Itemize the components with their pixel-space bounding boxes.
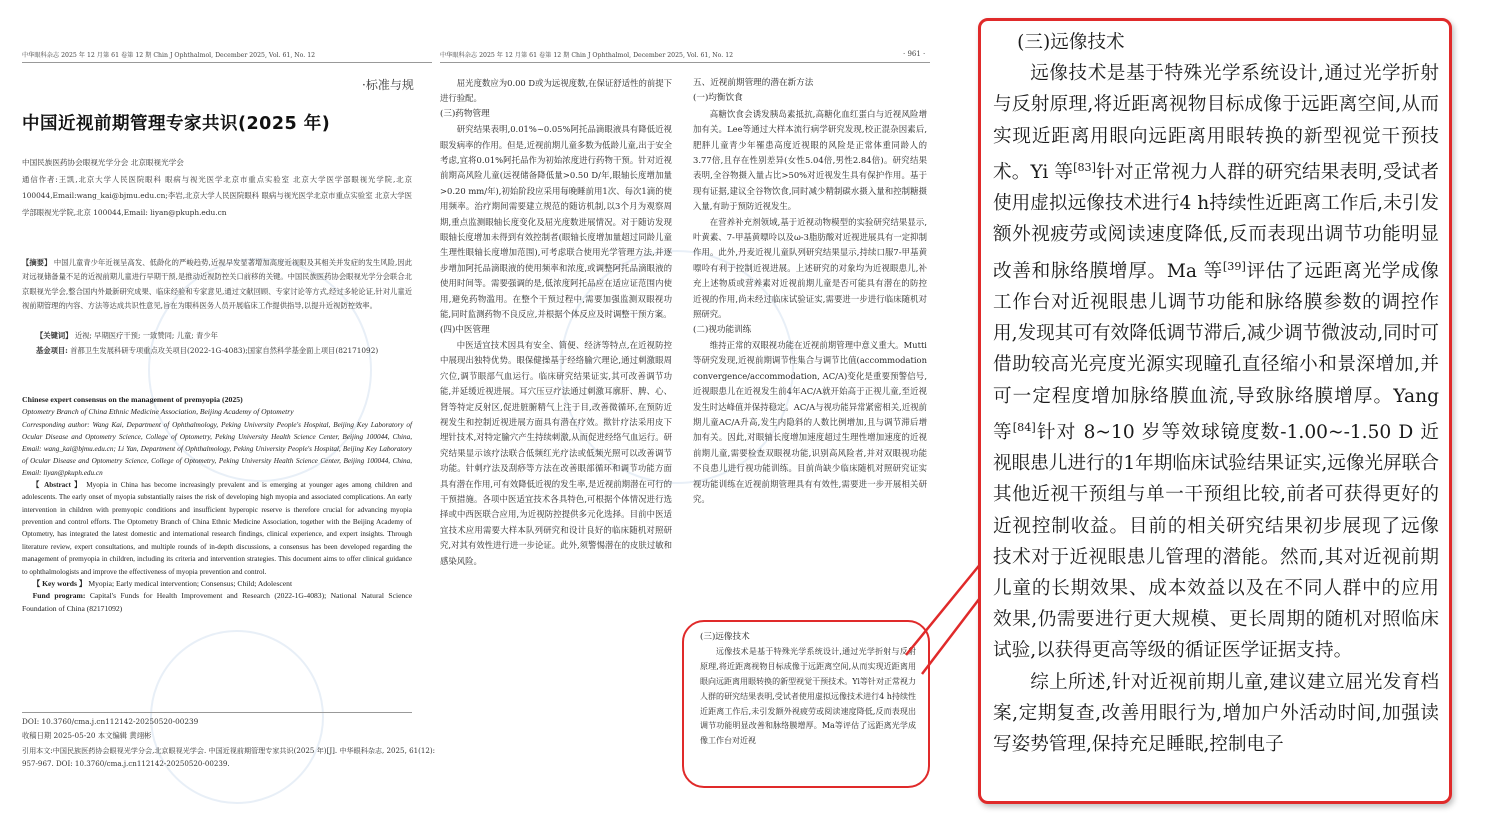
keywords-cn — [36, 330, 412, 343]
citation-ref: [84] — [1012, 420, 1036, 434]
body-paragraph: 在营养补充剂领域,基于近视动物模型的实验研究结果显示,叶黄素、7-甲基黄嘌呤以及ω-3脂肪酸对近视进展具有一定抑制作用。此外,丹麦近视儿童队列研究结果显示,持续口服7-甲基黄嘌呤有利于控制近视进展。上述研究的对象均为近视眼患儿,补充上述物质或营养素对近视前期儿童是否可能具有潜在的防控近视的作用,尚未经过临床试验证实,需要进一步进行临床随机对照研究。 — [693, 216, 927, 320]
header-rule — [22, 62, 432, 63]
abstract-en-text: Myopia in China has become increasingly prevalent and is emerging at younger ages among children and adolescents. The early onset of myopia substantially raises the risk of developing high myopia and associated complications. An early intervention in children with premyopic conditions and insufficient hyperopic reserve is therefore crucial for advancing myopia prevention and control efforts. The Optometry Branch of China Ethnic Medicine Association, together with the Beijing Academy of Optometry, has integrated the latest domestic and international research findings, clinical experience, and expert insights. Through literature review, expert consultations, and multiple rounds of in-depth discussions, a consensus has been developed regarding the management of premyopia in children, including its criteria and intervention strategies. This document aims to offer clinical guidance to ophthalmologists and improve the effectiveness of myopia prevention and control. — [22, 480, 413, 576]
magnified-panel — [978, 18, 1452, 804]
zoom-text: 远像技术是基于特殊光学系统设计,通过光学折射与反射原理,将近距离视物目标成像于远距离空间,从而实现近距离用眼向远距离用眼转换的新型视觉干预技术。Yi 等 — [993, 63, 1439, 183]
footer-rule — [22, 712, 412, 713]
citation-ref: [83] — [1073, 160, 1096, 174]
authors: 中国民族医药协会眼视光学分会 北京眼视光学会 — [22, 158, 184, 167]
doi: DOI: 10.3760/cma.j.cn112142-20250520-00239 — [22, 717, 199, 726]
correspondence: 通信作者:王凯,北京大学人民医院眼科 眼病与视光医学北京市重点实验室 北京大学医学部眼视光学院,北京 100044,Email:wang_kai@bjmu.edu.cn;李岩,北京大学人民医院眼科 眼病与视光医学北京市重点实验室 北京大学医学部眼视光学院,北京 100044,Email: liyan@pkuph.edu.cn — [22, 175, 412, 217]
body-paragraph: 研究结果表明,0.01%~0.05%阿托品滴眼液具有降低近视眼发病率的作用。但是,近视前期儿童多数为低龄儿童,出于安全考虑,宜将0.01%阿托品作为初始浓度进行药物干预。针对近视前期高风险儿童(远视储备降低量>0.50 D/年,眼轴长度增加量>0.20 mm/年),初始阶段应采用每晚睡前用1次、每次1滴的使用频率。治疗期间需要建立规范的随访机制,以3个月为观察周期,重点监测眼轴长度变化及屈光度数进展情况。对于随访发现眼轴长度增加未得到有效控制者(眼轴长度增加量超过同龄儿童生理性眼轴长度增加范围),可考虑联合使用光学管理方法,并逐步增加阿托品滴眼液的使用频率和浓度,或调整阿托品滴眼液的使用时间等。需要强调的是,低浓度阿托品应在适应证范围内使用,避免药物滥用。在整个干预过程中,需要加强监测双眼视功能,同时监测药物不良反应,并根据个体反应及时调整干预方案。 — [440, 124, 672, 320]
callout-text — [684, 622, 928, 749]
fund-cn-label: 基金项目: — [36, 346, 68, 355]
received-date: 收稿日期 2025-05-20 本文编辑 黄翊彬 — [22, 731, 152, 740]
abstract-cn-text: 中国儿童青少年近视呈高发、低龄化的严峻趋势,近视早发显著增加高度近视眼及其相关并发症的发生风险,因此对远视储备量不足的近视前期儿童进行早期干预,是推动近视防控关口前移的关键。中国民族医药协会眼视光学分会联合北京眼视光学会,整合国内外最新研究成果、临床经验和专家意见,通过文献回顾、专家讨论等方式,经过多轮论证,针对儿童近视前期管理的内容、方法等达成共识性意见,旨在为眼科医务人员开展临床工作提供指导,以提升近视防控效率。 — [22, 258, 413, 311]
running-head-left: 中华眼科杂志 2025 年 12 月第 61 卷第 12 期 Chin J Ophthalmol, December 2025, Vol. 61, No. 12 — [22, 52, 316, 59]
keywords-cn-label: 【关键词】 — [36, 331, 73, 340]
zoom-text: 针对正常视力人群的研究结果表明,受试者使用虚拟远像技术进行4 h持续性近距离工作后,未引发额外视疲劳或阅读速度降低,反而表现出调节功能明显改善和脉络膜增厚。Ma 等 — [993, 162, 1439, 282]
body-paragraph: 高糖饮食会诱发胰岛素抵抗,高糖化血红蛋白与近视风险增加有关。Lee等通过大样本流行病学研究发现,校正混杂因素后,肥胖儿童青少年罹患高度近视眼的风险是正常体重同龄人的3.77倍,且存在性别差异(女性5.04倍,男性2.84倍)。研究结果表明,全谷物摄入量占比>50%对近视发生具有保护作用。基于现有证据,建议全谷物饮食,同时减少精制碳水摄入量和控制糖摄入量,有助于预防近视发生。 — [693, 108, 927, 212]
middle-column — [440, 76, 672, 569]
org-en: Optometry Branch of China Ethnic Medicine Association, Beijing Academy of Optometry — [22, 407, 294, 417]
zoom-paragraph-1 — [993, 58, 1439, 666]
highlight-callout — [682, 620, 930, 788]
body-paragraph: 维持正常的双眼视功能在近视前期管理中意义重大。Mutti等研究发现,近视前期调节性集合与调节比值(accommodation convergence/accommodation, AC/A)变化是重要预警信号,近视眼患儿在近视发生前4年AC/A就开始高于正视儿童,至近视发生时达峰值并保持稳定。AC/A与视功能异常紧密相关,近视前期儿童AC/A升高,发生内隐斜的人数比例增加,且与调节滞后增加有关。因此,对眼轴长度增加速度超过生理性增加速度的近视前期儿童,需要检查双眼视功能,识别高风险者,并对双眼视功能不良患儿进行视功能训练。目前尚缺少临床随机对照研究证实视功能训练在近视前期管理具有有效性,需要进一步开展相关研究。 — [693, 339, 927, 504]
section-heading: (三)远像技术 — [700, 632, 750, 642]
body-paragraph: 屈光度数应为0.00 D或为远视度数,在保证舒适性的前提下进行验配。 — [440, 78, 672, 104]
keywords-cn-text: 近视; 早期医疗干预; 一致赞同; 儿童; 青少年 — [74, 331, 218, 340]
citation: 引用本文:中国民族医药协会眼视光学分会,北京眼视光学会. 中国近视前期管理专家共识(2025 年)[J]. 中华眼科杂志, 2025, 61(12): 957-967. DOI: 10.3760/cma.j.cn112142-20250520-00239. — [22, 746, 436, 768]
section-heading: (二)视功能训练 — [693, 324, 752, 335]
zoom-text: 评估了远距离光学成像工作台对近视眼患儿调节功能和脉络膜参数的调控作用,发现其可有效降低调节滞后,减少调节微波动,同时可借助较高光亮度光源实现瞳孔直径缩小和景深增加,并可一定程度增加脉络膜血流,导致脉络膜增厚。Yang 等 — [993, 260, 1439, 443]
right-column — [693, 76, 927, 507]
citation-ref: [39] — [1222, 259, 1246, 273]
zoom-paragraph-2: 综上所述,针对近视前期儿童,建议建立屈光发育档案,定期复查,改善用眼行为,增加户外活动时间,加强读写姿势管理,保持充足睡眠,控制电子 — [993, 671, 1439, 756]
keywords-en — [22, 578, 412, 590]
body-paragraph: 中医适宜技术因具有安全、简便、经济等特点,在近视防控中展现出独特优势。眼保健操基于经络腧穴理论,通过刺激眼周穴位,调节眼部气血运行。临床研究结果证实,其可改善调节功能,并延缓近视进展。耳穴压豆疗法通过刺激耳廓肝、脾、心、肾等特定反射区,促进脏腑精气上注于目,改善微循环,在预防近视发生和控制近视进展方面具有潜在疗效。揿针疗法采用皮下埋针技术,对特定腧穴产生持续刺激,从而促进经络气血运行。研究结果显示该疗法联合低频红光疗法或低频光照可以改善调节功能。针刺疗法及刮痧等方法在改善眼部循环和调节功能方面具有潜在作用,可有效降低近视的发生率,是近视前期潜在可行的干预措施。各项中医适宜技术各具特色,可根据个体情况进行选择或中西医联合应用,为近视防控提供多元化选择。目前中医适宜技术应用需要大样本队列研究和设计良好的临床随机对照研究,对其有效性进行进一步论证。此外,须警惕潜在的皮肤过敏和感染风险。 — [440, 339, 672, 566]
column-tag: ·标准与规 — [362, 78, 414, 92]
fund-cn — [36, 344, 412, 358]
zoom-heading: (三)远像技术 — [1017, 32, 1125, 53]
abstract-cn — [22, 256, 412, 314]
section-heading: 五、近视前期管理的潜在新方法 — [693, 78, 814, 88]
fund-en-text: Capital's Funds for Health Improvement and Research (2022-1G-4083); National Natural Science Foundation of China (82171092) — [22, 591, 412, 613]
corr-en: Corresponding author: Wang Kai, Department of Ophthalmology, Peking University People's Hospital, Beijing Key Laboratory of Ocular Disease and Optometry Science, College of Optometry, Peking University Health Science Center, Beijing 100044, China, Email: wang_kai@bjmu.edu.cn; Li Yan, Department of Ophthalmology, Peking University People's Hospital, Beijing Key Laboratory of Ocular Disease and Optometry Science, College of Optometry, Peking University Health Science Center, Beijing 100044, China, Email: liyan@pkuph.edu.cn — [22, 420, 412, 477]
fund-cn-text: 首都卫生发展科研专项重点攻关项目(2022-1G-4083);国家自然科学基金面上项目(82171092) — [70, 346, 379, 355]
abstract-cn-label: 【摘要】 — [22, 258, 52, 267]
keywords-en-label: 【 Key words 】 — [32, 579, 87, 589]
header-rule — [440, 62, 930, 63]
english-abstract-block — [22, 394, 412, 615]
fund-en-label: Fund program: — [32, 591, 86, 601]
running-head-right: 中华眼科杂志 2025 年 12 月第 61 卷第 12 期 Chin J Ophthalmol, December 2025, Vol. 61, No. 12 — [440, 52, 734, 59]
section-heading: (一)均衡饮食 — [693, 93, 743, 104]
page-title: 中国近视前期管理专家共识(2025 年) — [22, 114, 331, 134]
abstract-en — [22, 479, 412, 578]
section-heading: (四)中医管理 — [440, 324, 490, 335]
keywords-en-text: Myopia; Early medical intervention; Consensus; Child; Adolescent — [88, 579, 293, 589]
page-number: · 961 · — [903, 50, 926, 58]
section-heading: (三)药物管理 — [440, 108, 490, 119]
callout-connector — [900, 560, 990, 680]
title-en: Chinese expert consensus on the management of premyopia (2025) — [22, 395, 243, 404]
zoom-text: 针对 8~10 岁等效球镜度数-1.00~-1.50 D 近视眼患儿进行的1年期临床试验结果证实,远像光屏联合其他近视干预组与单一干预组比较,前者可获得更好的近视控制收益。目前的相关研究结果初步展现了远像技术对于近视眼患儿管理的潜能。然而,其对近视前期儿童的长期效果、成本效益以及在不同人群中的应用效果,仍需要进行更大规模、更长周期的随机对照临床试验,以获得更高等级的循证医学证据支持。 — [993, 422, 1439, 662]
abstract-en-label: 【 Abstract 】 — [32, 480, 83, 489]
body-paragraph: 远像技术是基于特殊光学系统设计,通过光学折射与反射原理,将近距离视物目标成像于远距离空间,从而实现近距离用眼向远距离用眼转换的新型视觉干预技术。Yi等针对正常视力人群的研究结果表明,受试者使用虚拟远像技术进行4 h持续性近距离工作后,未引发额外视疲劳或阅读速度降低,反而表现出调节功能明显改善和脉络膜增厚。Ma等评估了远距离光学成像工作台对近视 — [700, 647, 916, 746]
fund-en — [22, 590, 412, 615]
